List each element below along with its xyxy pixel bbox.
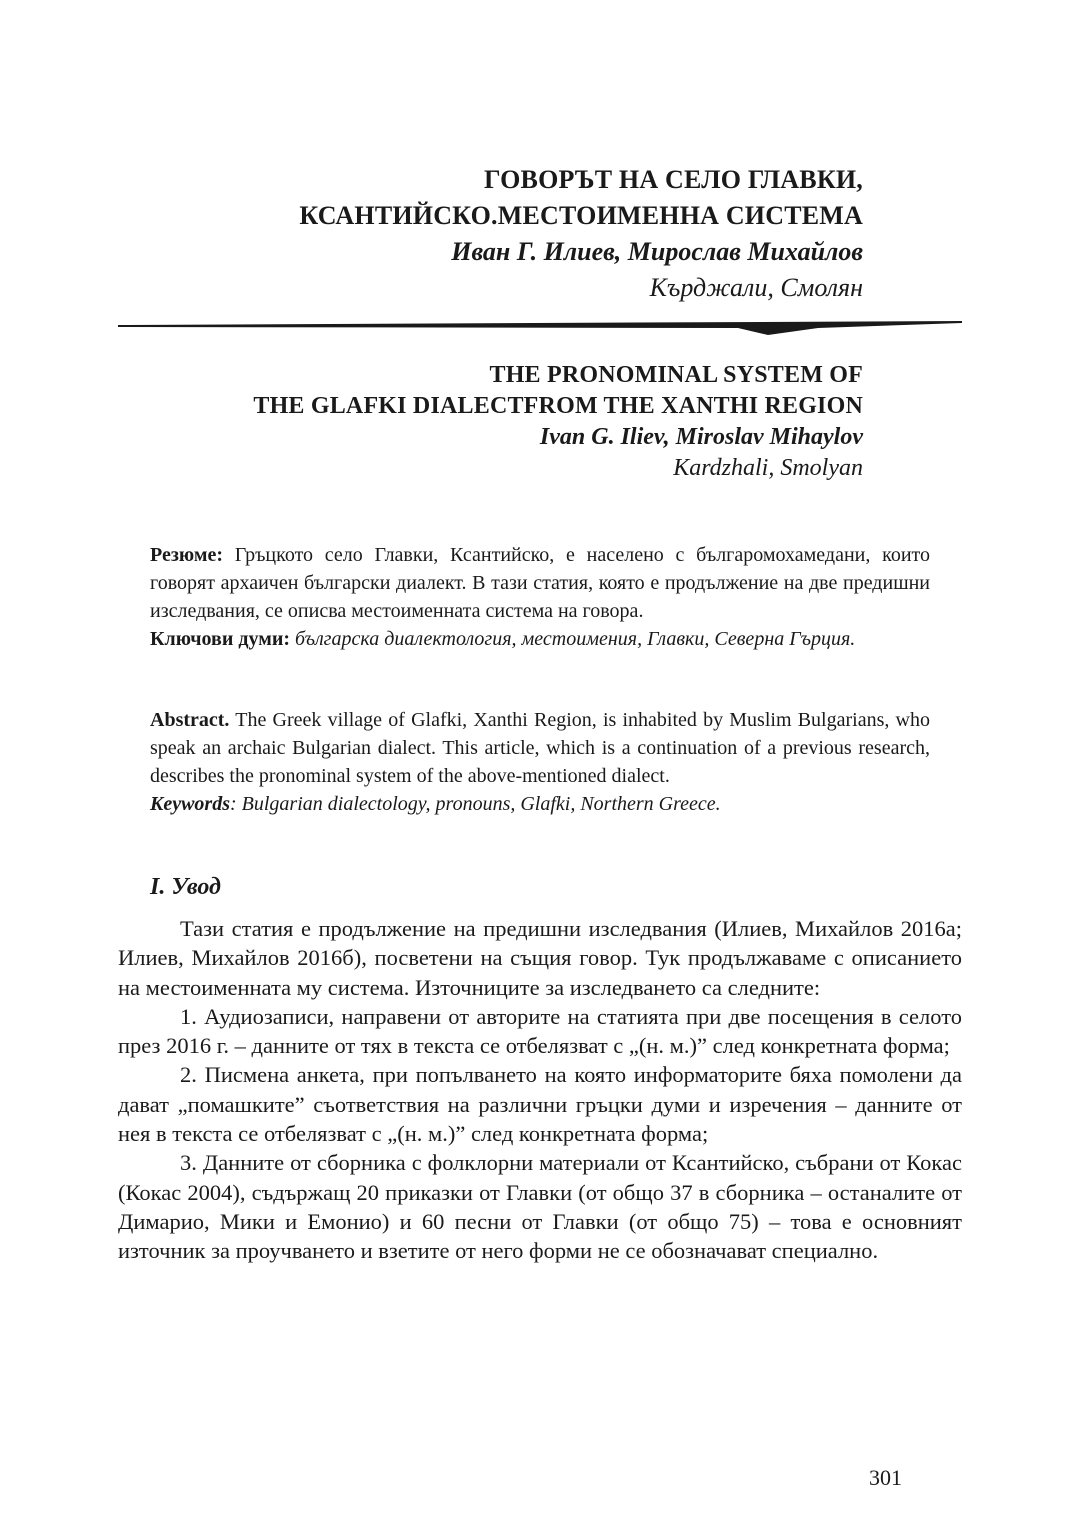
- body-paragraph: Тази статия е продължение на предишни изследвания (Илиев, Михайлов 2016а; Илиев, Михайлов 2016б), посветени на същия говор. Тук продължаваме с описанието на местоименната му система. Източниците за изследването са следните:: [118, 916, 962, 1000]
- body-paragraph: 1. Аудиозаписи, направени от авторите на статията при две посещения в селото през 2016 г. – данните от тях в текста се отбелязват с „(н. м.)” след конкретната форма;: [118, 1003, 962, 1059]
- section-heading: I. Увод: [150, 874, 221, 900]
- abstract-en-text: The Greek village of Glafki, Xanthi Region, is inhabited by Muslim Bulgarians, who speak an archaic Bulgarian dialect. This article, which is a continuation of a previous research, describes the pronominal system of the above-mentioned dialect.: [150, 709, 930, 787]
- keywords-bg-text: българска диалектология, местоимения, Главки, Северна Гърция.: [290, 628, 856, 650]
- authors-bg: Иван Г. Илиев, Мирослав Михайлов: [451, 237, 863, 266]
- bulgarian-title-block: [299, 162, 863, 306]
- body-paragraph: 2. Писмена анкета, при попълването на която информаторите бяха помолени да дават „помашките” съответствия на различни гръцки думи и изречения – данните от нея в текста се отбелязват с „(н. м.)” след конкретната форма;: [118, 1062, 962, 1147]
- english-title-block: [253, 360, 863, 484]
- abstract-en-paragraph: [150, 706, 930, 790]
- page-number: 301: [869, 1465, 902, 1490]
- title-en-line-1: THE PRONOMINAL SYSTEM OF: [489, 362, 863, 388]
- body-text: [118, 914, 962, 1266]
- title-en-line-2: THE GLAFKI DIALECTFROM THE XANTHI REGION: [253, 393, 863, 419]
- title-bg-line-1: ГОВОРЪТ НА СЕЛО ГЛАВКИ,: [484, 165, 863, 194]
- abstract-bg-paragraph: [150, 541, 930, 625]
- abstract-bg-text: Гръцкото село Главки, Ксантийско, е населено с българомохамедани, които говорят архаичен български диалект. В тази статия, която е продължение на две предишни изследвания, се описва местоименната система на говора.: [150, 544, 930, 622]
- affiliations-en: Kardzhali, Smolyan: [673, 455, 863, 481]
- keywords-en-text: : Bulgarian dialectology, pronouns, Glafki, Northern Greece.: [230, 793, 721, 815]
- keywords-bg-label: Ключови думи:: [150, 628, 291, 650]
- abstract-bg: [150, 541, 930, 653]
- keywords-en-paragraph: [150, 790, 930, 818]
- header-divider: [118, 318, 962, 338]
- abstract-bg-label: Резюме:: [150, 544, 224, 566]
- affiliations-bg: Кърджали, Смолян: [649, 273, 863, 302]
- keywords-en-label: Keywords: [150, 793, 230, 815]
- abstract-en: [150, 706, 930, 818]
- abstract-en-label: Abstract.: [150, 709, 230, 731]
- body-paragraph: 3. Данните от сборника с фолклорни материали от Ксантийско, събрани от Кокас (Кокас 2004), съдържащ 20 приказки от Главки (от общо 37 в сборника – останалите от Димарио, Мики и Емонио) и 60 песни от Главки (от общо 75) – това е основният източник за проучването и взетите от него форми не се обозначават специално.: [118, 1150, 962, 1264]
- authors-en: Ivan G. Iliev, Miroslav Mihaylov: [539, 424, 863, 450]
- keywords-bg-paragraph: [150, 625, 930, 653]
- title-bg-line-2: КСАНТИЙСКО.МЕСТОИМЕННА СИСТЕМА: [299, 201, 863, 230]
